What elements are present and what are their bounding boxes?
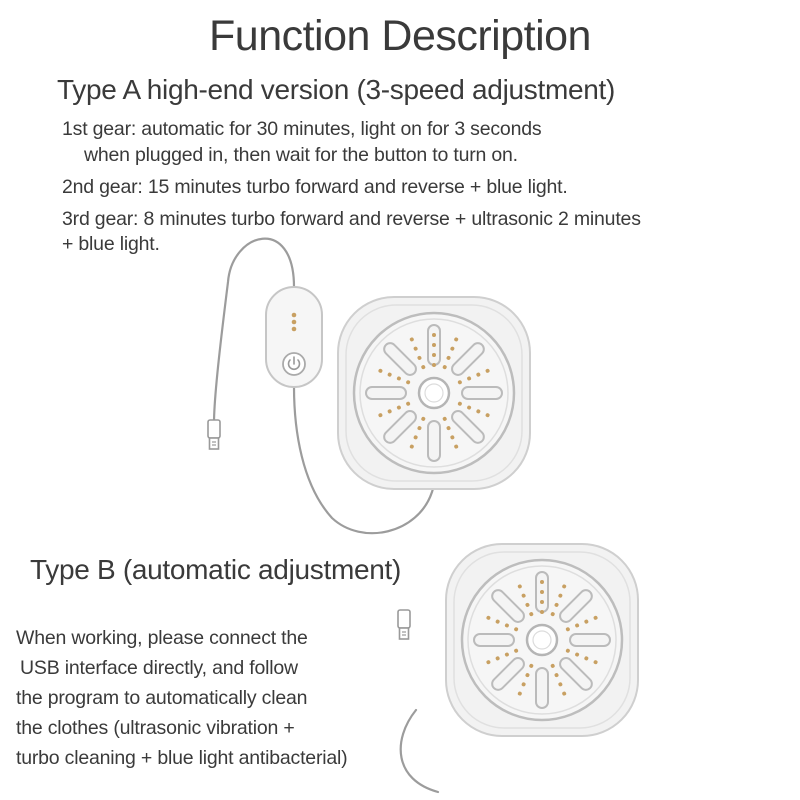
usb-plug-icon (208, 420, 220, 449)
type-a-line: 1st gear: automatic for 30 minutes, light on for 3 seconds (62, 118, 542, 140)
remote-controller-icon (266, 287, 322, 387)
type-a-line: 3rd gear: 8 minutes turbo forward and reverse + ultrasonic 2 minutes (62, 208, 641, 230)
washer-disc-icon (338, 297, 530, 489)
type-a-line: + blue light. (62, 233, 160, 255)
power-button-icon (283, 353, 305, 375)
washer-disc-icon (446, 544, 638, 736)
page-title: Function Description (209, 12, 591, 60)
type-b-heading: Type B (automatic adjustment) (30, 554, 402, 585)
type-a-heading: Type A high-end version (3-speed adjustment) (57, 74, 616, 105)
type-b-line: turbo cleaning + blue light antibacterial) (16, 747, 348, 769)
usb-plug-icon (398, 610, 410, 639)
type-b-line: the clothes (ultrasonic vibration + (16, 717, 295, 739)
type-b-line: the program to automatically clean (16, 687, 308, 709)
type-a-line: 2nd gear: 15 minutes turbo forward and reverse + blue light. (62, 176, 568, 198)
type-b-line: USB interface directly, and follow (20, 657, 298, 679)
type-a-line: when plugged in, then wait for the button to turn on. (84, 144, 518, 166)
type-b-line: When working, please connect the (16, 627, 308, 649)
